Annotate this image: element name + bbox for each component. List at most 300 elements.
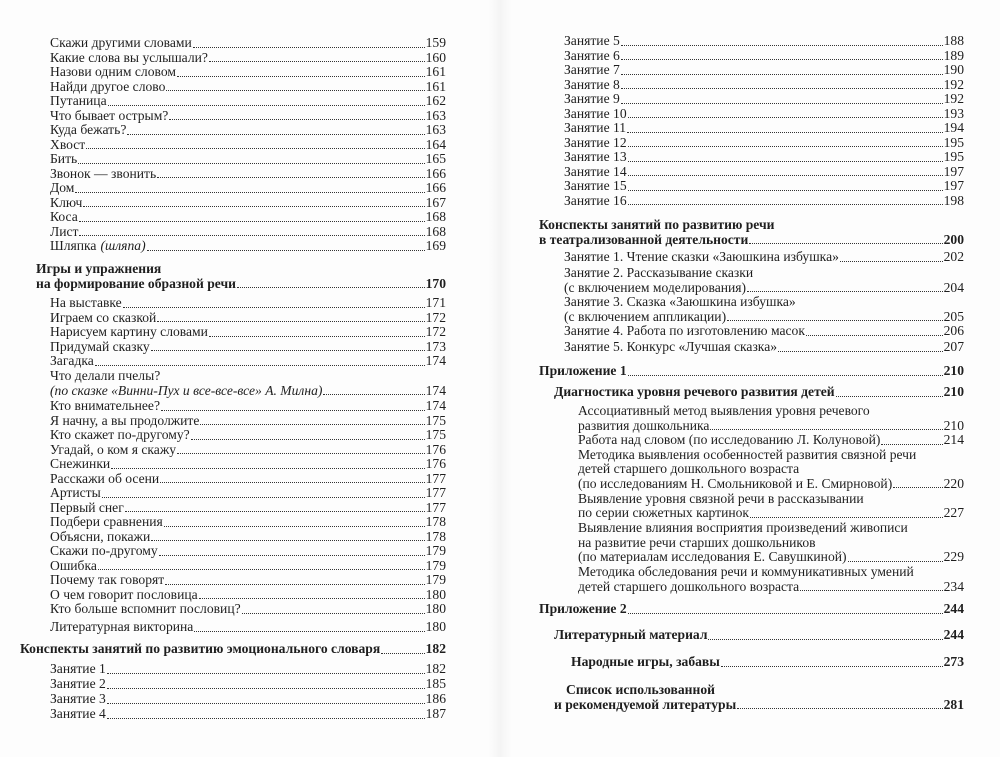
toc-entry: [578, 492, 964, 521]
leader-dots: [161, 410, 425, 411]
leader-dots: [83, 206, 424, 207]
leader-dots: [747, 291, 943, 292]
leader-dots: [708, 639, 942, 640]
page-number: 173: [425, 338, 446, 354]
leader-dots: [621, 74, 943, 75]
toc-entry: [50, 239, 446, 254]
leader-dots: [881, 444, 942, 445]
toc-entry: [50, 94, 446, 109]
leader-dots: [621, 59, 943, 60]
entry-title: Занятие 10: [564, 105, 627, 121]
leader-dots: [75, 192, 424, 193]
page-number: 192: [943, 76, 964, 92]
toc-section: [554, 385, 964, 400]
page-number: 220: [943, 475, 964, 491]
leader-dots: [727, 320, 943, 321]
toc-entry: [578, 448, 964, 492]
toc-entry: [50, 369, 446, 398]
page-number: 281: [943, 696, 964, 712]
page-number: 193: [943, 105, 964, 121]
entry-title: Народные игры, забавы: [571, 654, 720, 669]
toc-entry: [564, 92, 964, 107]
page-number: 195: [943, 134, 964, 150]
toc-entry: [564, 266, 964, 295]
entry-title: Приложение 1: [539, 363, 627, 378]
page-number: 210: [943, 384, 964, 399]
page-number: 161: [425, 78, 446, 94]
entry-title: Литературная викторина: [50, 619, 194, 634]
leader-dots: [107, 688, 425, 689]
leader-dots: [165, 584, 424, 585]
leader-dots: [628, 204, 943, 205]
entry-title: Занятие 2: [50, 676, 106, 691]
page-number: 202: [943, 249, 964, 264]
entry-title: Снежинки: [50, 456, 111, 471]
toc-entry: [50, 181, 446, 196]
entry-title: (по исследованиям Н. Смольниковой и Е. Смирновой): [578, 475, 893, 491]
entry-title-line: Занятие 2. Рассказывание сказки: [564, 265, 754, 280]
toc-entry: [564, 250, 964, 265]
leader-dots: [191, 439, 425, 440]
entry-title: на формирование образной речи: [36, 275, 236, 291]
toc-entry: [564, 34, 964, 49]
entry-title-line: Занятие 3. Сказка «Заюшкина избушка»: [564, 294, 796, 309]
toc-entry: [564, 63, 964, 78]
leader-dots: [177, 76, 425, 77]
entry-title: Конспекты занятий по развитию эмоционального словаря: [20, 641, 381, 656]
page-number: 204: [943, 279, 964, 295]
leader-dots: [79, 221, 425, 222]
toc-section: [539, 218, 964, 247]
entry-title: Шляпка: [50, 238, 97, 253]
entry-title: Занятие 4: [50, 706, 106, 721]
leader-dots: [628, 175, 943, 176]
leader-dots: [381, 653, 424, 654]
leader-dots: [893, 487, 942, 488]
leader-dots: [836, 396, 943, 397]
toc-entry: [564, 340, 964, 355]
leader-dots: [86, 148, 424, 149]
page-number: 174: [425, 353, 446, 368]
leader-dots: [194, 631, 424, 632]
toc-entry: [50, 65, 446, 80]
leader-dots: [169, 119, 424, 120]
page-number: 178: [425, 528, 446, 544]
entry-title: Что бывает острым?: [50, 107, 169, 123]
leader-dots: [628, 190, 943, 191]
page-number: 180: [425, 601, 446, 616]
page-number: 206: [943, 323, 964, 338]
toc-entry: [50, 428, 446, 443]
entry-title-line: Игры и упражнения: [36, 261, 162, 276]
page-number: 179: [425, 557, 446, 573]
entry-title: Найди другое слово: [50, 78, 166, 94]
leader-dots: [107, 673, 425, 674]
leader-dots: [710, 429, 942, 430]
toc-entry: [50, 472, 446, 487]
entry-title: Бить: [50, 151, 78, 166]
entry-title: Занятие 15: [564, 178, 627, 193]
page-number: 163: [425, 107, 446, 123]
page-number: 170: [425, 275, 446, 291]
page-number: 178: [425, 514, 446, 529]
entry-title: Литературный материал: [554, 627, 708, 642]
page-number: 187: [425, 706, 446, 721]
entry-title-line: Что делали пчелы?: [50, 368, 161, 383]
toc-entry: [578, 433, 964, 448]
entry-title: Какие слова вы услышали?: [50, 49, 208, 65]
page-number: 182: [425, 641, 446, 656]
entry-title: Звонок — звонить: [50, 165, 157, 181]
toc-entry: [50, 109, 446, 124]
entry-title: (с включением аппликации): [564, 308, 727, 324]
entry-title: Занятие 1. Чтение сказки «Заюшкина избушка»: [564, 249, 839, 264]
page-number: 164: [425, 136, 446, 152]
leader-dots: [628, 375, 943, 376]
toc-entry: [50, 311, 446, 326]
leader-dots: [151, 350, 425, 351]
leader-dots: [840, 261, 943, 262]
entry-title-line: на развитие речи старших дошкольников: [578, 534, 816, 550]
page-number: 175: [425, 412, 446, 428]
toc-entry: [50, 620, 446, 635]
leader-dots: [160, 482, 424, 483]
entry-title: Расскажи об осени: [50, 470, 160, 486]
leader-dots: [193, 47, 425, 48]
entry-title: Занятие 3: [50, 691, 106, 706]
leader-dots: [98, 569, 425, 570]
entry-title: Занятие 14: [564, 163, 627, 179]
entry-title: Занятие 12: [564, 134, 627, 150]
leader-dots: [102, 497, 425, 498]
entry-title: Скажи по-другому: [50, 543, 158, 558]
entry-title: Лист: [50, 223, 79, 239]
toc-entry: [50, 692, 446, 707]
toc-entry: [50, 662, 446, 677]
entry-title: Первый снег: [50, 499, 124, 515]
entry-title: Дом: [50, 180, 75, 195]
toc-entry: [50, 486, 446, 501]
entry-title: Кто внимательнее?: [50, 398, 160, 413]
page-number: 177: [425, 485, 446, 500]
page-number: 160: [425, 49, 446, 65]
entry-title: Занятие 11: [564, 120, 627, 135]
toc-entry: [50, 36, 446, 51]
toc-entry: [50, 530, 446, 545]
entry-title: Занятие 16: [564, 192, 627, 208]
toc-entry: [564, 324, 964, 339]
toc-entry: [50, 559, 446, 574]
leader-dots: [78, 163, 424, 164]
toc-entry: [564, 295, 964, 324]
leader-dots: [628, 161, 943, 162]
leader-dots: [737, 708, 942, 709]
page-number: 195: [943, 149, 964, 164]
toc-entry: [50, 296, 446, 311]
toc-entry: [50, 225, 446, 240]
page-number: 168: [425, 223, 446, 239]
entry-title: О чем говорит пословица: [50, 586, 198, 602]
toc-entry: [50, 340, 446, 355]
leader-dots: [159, 555, 425, 556]
leader-dots: [209, 61, 425, 62]
entry-title: по серии сюжетных картинок: [578, 505, 750, 521]
page-number: 192: [943, 91, 964, 106]
toc-entry: [564, 121, 964, 136]
page-number: 197: [943, 163, 964, 179]
entry-title: Занятие 13: [564, 149, 627, 164]
page-number: 179: [425, 572, 446, 587]
entry-title-italic: (шляпа): [100, 238, 146, 253]
entry-title: Кто больше вспомнит пословиц?: [50, 601, 241, 616]
page-number: 210: [943, 363, 964, 378]
entry-title: Занятие 1: [50, 661, 106, 676]
toc-entry: [50, 196, 446, 211]
entry-title: Путаница: [50, 93, 107, 108]
leader-dots: [125, 511, 425, 512]
leader-dots: [621, 88, 943, 89]
leader-dots: [621, 103, 943, 104]
entry-title: Играем со сказкой: [50, 309, 157, 325]
toc-entry: [50, 152, 446, 167]
page-number: 180: [425, 586, 446, 602]
page-number: 273: [943, 654, 964, 669]
page-number: 171: [425, 295, 446, 310]
entry-title: Занятие 7: [564, 62, 620, 77]
leader-dots: [848, 561, 943, 562]
leader-dots: [237, 287, 425, 288]
entry-title: Ошибка: [50, 557, 97, 573]
toc-section: [539, 364, 964, 379]
entry-title: Коса: [50, 209, 78, 224]
entry-title-line: Конспекты занятий по развитию речи: [539, 217, 775, 232]
entry-title: (по сказке «Винни-Пух и все-все-все» А. Милна): [50, 382, 323, 398]
toc-entry: [50, 602, 446, 617]
page-number: 174: [425, 398, 446, 413]
entry-title: Угадай, о ком я скажу: [50, 441, 177, 457]
entry-title: (с включением моделирования): [564, 279, 747, 295]
toc-section: [539, 602, 964, 617]
toc-entry: [50, 354, 446, 369]
toc-entry: [50, 544, 446, 559]
leader-dots: [721, 666, 943, 667]
entry-title: Скажи другими словами: [50, 35, 192, 50]
page-number: 227: [943, 505, 964, 521]
page-number: 186: [425, 691, 446, 706]
entry-title: Приложение 2: [539, 601, 627, 616]
entry-title: Кто скажет по-другому?: [50, 427, 190, 442]
entry-title-line: Ассоциативный метод выявления уровня речевого: [578, 403, 870, 418]
toc-entry: [50, 414, 446, 429]
page-number: 189: [943, 47, 964, 63]
leader-dots: [177, 453, 425, 454]
page-number: 190: [943, 62, 964, 77]
toc-section: [36, 262, 446, 291]
page-number: 244: [943, 601, 964, 616]
page-number: 163: [425, 122, 446, 137]
page-number: 244: [943, 627, 964, 642]
toc-entry: [564, 150, 964, 165]
toc-entry: [50, 501, 446, 516]
toc-entry: [50, 80, 446, 95]
leader-dots: [209, 336, 425, 337]
toc-entry: [50, 210, 446, 225]
leader-dots: [127, 134, 424, 135]
leader-dots: [627, 132, 943, 133]
toc-entry: [564, 136, 964, 151]
toc-entry: [50, 138, 446, 153]
entry-title: На выставке: [50, 295, 122, 310]
leader-dots: [111, 468, 424, 469]
toc-entry: [50, 588, 446, 603]
entry-title: Почему так говорят: [50, 572, 165, 587]
leader-dots: [806, 335, 943, 336]
page-number: 188: [943, 33, 964, 48]
toc-entry: [50, 123, 446, 138]
entry-title: Артисты: [50, 485, 101, 500]
page-number: 234: [943, 578, 964, 594]
leader-dots: [157, 321, 424, 322]
page-number: 162: [425, 93, 446, 108]
page-number: 229: [943, 549, 964, 565]
leader-dots: [200, 424, 424, 425]
entry-title: детей старшего дошкольного возраста: [578, 578, 800, 594]
page-number: 169: [425, 238, 446, 253]
entry-title-line: Методика выявления особенностей развития связной речи: [578, 446, 917, 462]
page-number: 174: [425, 382, 446, 398]
entry-title: Нарисуем картину словами: [50, 324, 208, 339]
toc-entry: [50, 325, 446, 340]
entry-title-line: детей старшего дошкольного возраста: [578, 461, 800, 477]
leader-dots: [164, 526, 425, 527]
toc-entry: [578, 404, 964, 433]
toc-entry: [564, 165, 964, 180]
page-number: 165: [425, 151, 446, 166]
entry-title: Занятие 6: [564, 47, 620, 63]
entry-title: Работа над словом (по исследованию Л. Колуновой): [578, 432, 881, 447]
entry-title-line: Выявление уровня связной речи в рассказывании: [578, 490, 864, 506]
toc-entry: [50, 515, 446, 530]
leader-dots: [79, 235, 424, 236]
page-number: 205: [943, 308, 964, 324]
entry-title: Занятие 9: [564, 91, 620, 106]
page-number: 172: [425, 309, 446, 325]
toc-entry: [578, 565, 964, 594]
toc-entry: [50, 457, 446, 472]
leader-dots: [108, 105, 425, 106]
entry-title: Назови одним словом: [50, 64, 176, 79]
page-number: 182: [425, 661, 446, 676]
page-number: 198: [943, 192, 964, 208]
leader-dots: [800, 590, 942, 591]
page-number: 177: [425, 470, 446, 486]
leader-dots: [749, 243, 942, 244]
toc-entry: [50, 51, 446, 66]
toc-section: [554, 628, 964, 643]
toc-entry: [50, 167, 446, 182]
toc-entry: [564, 194, 964, 209]
toc-section: [554, 683, 964, 712]
page-number: 194: [943, 120, 964, 135]
page-number: 176: [425, 441, 446, 457]
leader-dots: [147, 250, 425, 251]
toc-entry: [50, 443, 446, 458]
leader-dots: [166, 90, 424, 91]
leader-dots: [157, 177, 424, 178]
entry-title: Занятие 5. Конкурс «Лучшая сказка»: [564, 339, 778, 354]
entry-title: развития дошкольника: [578, 417, 710, 433]
leader-dots: [123, 307, 425, 308]
leader-dots: [628, 146, 943, 147]
page-number: 210: [943, 417, 964, 433]
toc-entry: [50, 677, 446, 692]
entry-title: Занятие 5: [564, 33, 620, 48]
page-number: 197: [943, 178, 964, 193]
page-number: 161: [425, 64, 446, 79]
page-number: 176: [425, 456, 446, 471]
page-number: 175: [425, 427, 446, 442]
toc-entry: [578, 521, 964, 565]
entry-title: Занятие 8: [564, 76, 620, 92]
entry-title-line: Список использованной: [566, 682, 715, 697]
entry-title: Подбери сравнения: [50, 514, 163, 529]
toc-entry: [50, 399, 446, 414]
page-number: 179: [425, 543, 446, 558]
leader-dots: [199, 598, 425, 599]
entry-title: Придумай сказку: [50, 338, 150, 354]
leader-dots: [107, 718, 425, 719]
toc-entry: [564, 107, 964, 122]
toc-entry: [564, 78, 964, 93]
entry-title: Хвост: [50, 136, 86, 152]
leader-dots: [95, 365, 425, 366]
page-number: 168: [425, 209, 446, 224]
leader-dots: [750, 517, 943, 518]
entry-title: Загадка: [50, 353, 94, 368]
page-number: 214: [943, 432, 964, 447]
page-number: 180: [425, 619, 446, 634]
page-number: 207: [943, 339, 964, 354]
entry-title: и рекомендуемой литературы: [554, 696, 737, 712]
page-number: 172: [425, 324, 446, 339]
page-number: 200: [943, 231, 964, 247]
entry-title-line: Выявление влияния восприятия произведений живописи: [578, 520, 908, 535]
leader-dots: [107, 703, 425, 704]
entry-title: Объясни, покажи: [50, 528, 151, 544]
leader-dots: [323, 394, 424, 395]
leader-dots: [778, 351, 943, 352]
toc-entry: [564, 179, 964, 194]
leader-dots: [242, 613, 425, 614]
page-number: 185: [425, 676, 446, 691]
entry-title: Куда бежать?: [50, 122, 127, 137]
leader-dots: [621, 45, 943, 46]
toc-entry: [50, 573, 446, 588]
page-number: 166: [425, 165, 446, 181]
page-number: 159: [425, 35, 446, 50]
entry-title: Диагностика уровня речевого развития детей: [554, 384, 835, 399]
right-page: [500, 0, 1000, 757]
toc-section: [571, 655, 964, 670]
toc-entry: [564, 49, 964, 64]
entry-title: в театрализованной деятельности: [539, 231, 749, 247]
toc-section: [20, 642, 446, 657]
leader-dots: [628, 613, 943, 614]
page-number: 177: [425, 499, 446, 515]
page-number: 167: [425, 194, 446, 210]
page-number: 166: [425, 180, 446, 195]
entry-title: Занятие 4. Работа по изготовлению масок: [564, 323, 805, 338]
